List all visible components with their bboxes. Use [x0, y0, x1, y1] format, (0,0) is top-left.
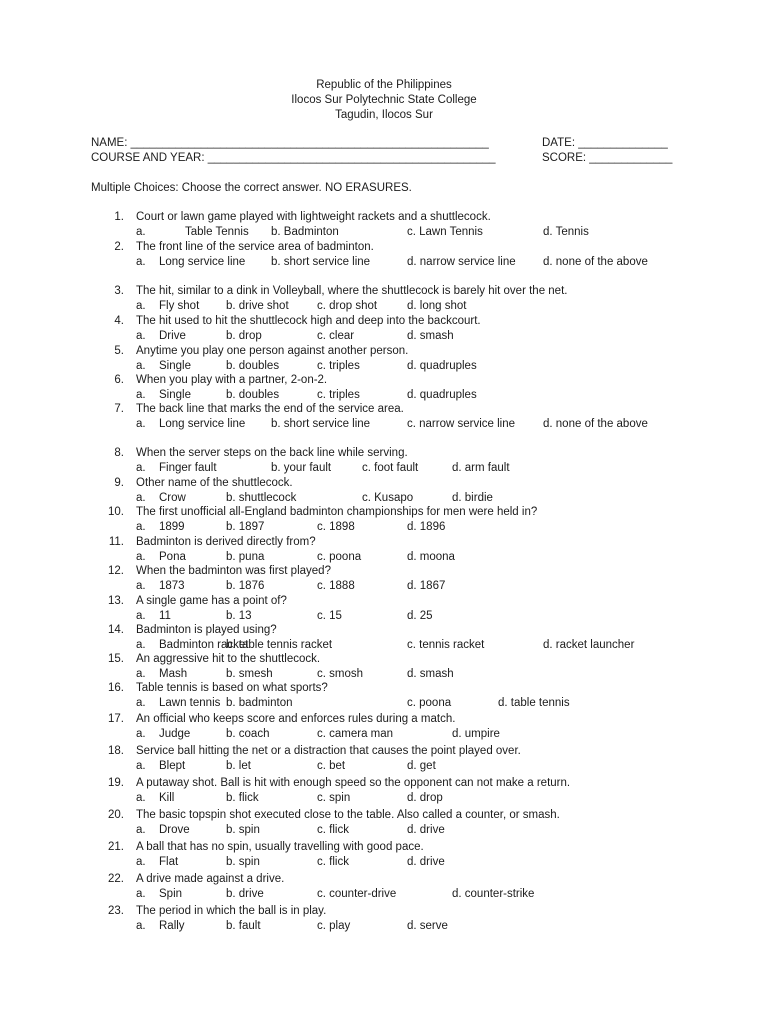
question-number: 22.	[108, 873, 124, 885]
course-year-field: COURSE AND YEAR: _____________________________________________	[91, 152, 496, 164]
question-number: 20.	[108, 809, 124, 821]
question-number: 16.	[108, 682, 124, 694]
option-letter-a: a.	[136, 360, 146, 372]
answer-option: d. smash	[407, 330, 454, 342]
answer-option: Rally	[159, 920, 185, 932]
answer-option: b. table tennis racket	[226, 639, 333, 651]
question-text: The period in which the ball is in play.	[136, 905, 327, 917]
answer-option: Flat	[159, 856, 179, 868]
answer-option: d. get	[407, 760, 436, 772]
answer-option: d. table tennis	[498, 697, 570, 709]
answer-option: Single	[159, 360, 191, 372]
question-number: 6.	[114, 374, 124, 386]
answer-option: c. smosh	[317, 668, 364, 680]
answer-option: b. fault	[226, 920, 261, 932]
answer-option: b. puna	[226, 551, 265, 563]
answer-option: b. doubles	[226, 360, 280, 372]
question-number: 12.	[108, 565, 124, 577]
option-letter-a: a.	[136, 668, 146, 680]
answer-option: c. 1888	[317, 580, 355, 592]
answer-option: Kill	[159, 792, 175, 804]
answer-option: d. none of the above	[543, 256, 648, 268]
question-text: Service ball hitting the net or a distraction that causes the point played over.	[136, 745, 521, 757]
option-letter-a: a.	[136, 462, 146, 474]
answer-option: d. quadruples	[407, 360, 477, 372]
question-text: The back line that marks the end of the service area.	[136, 403, 404, 415]
answer-option: c. foot fault	[362, 462, 419, 474]
question-text: The hit used to hit the shuttlecock high and deep into the backcourt.	[136, 315, 481, 327]
question-number: 23.	[108, 905, 124, 917]
answer-option: 1899	[159, 521, 185, 533]
answer-option: c. poona	[317, 551, 362, 563]
answer-option: b. flick	[226, 792, 259, 804]
answer-option: c. Lawn Tennis	[407, 226, 483, 238]
answer-option: d. birdie	[452, 492, 493, 504]
option-letter-a: a.	[136, 697, 146, 709]
answer-option: Table Tennis	[185, 226, 249, 238]
question-number: 10.	[108, 506, 124, 518]
answer-option: c. bet	[317, 760, 346, 772]
answer-option: d. racket launcher	[543, 639, 635, 651]
question-text: An aggressive hit to the shuttlecock.	[136, 653, 321, 665]
answer-option: b. shuttlecock	[226, 492, 297, 504]
answer-option: Lawn tennis	[159, 697, 221, 709]
answer-option: Single	[159, 389, 191, 401]
answer-option: b. 13	[226, 610, 252, 622]
answer-option: b. drive	[226, 888, 264, 900]
answer-option: c. poona	[407, 697, 452, 709]
answer-option: c. play	[317, 920, 351, 932]
question-text: A single game has a point of?	[136, 595, 287, 607]
option-letter-a: a.	[136, 418, 146, 430]
answer-option: Crow	[159, 492, 186, 504]
question-text: An official who keeps score and enforces rules during a match.	[136, 713, 456, 725]
answer-option: b. smesh	[226, 668, 273, 680]
header-school: Ilocos Sur Polytechnic State College	[291, 94, 477, 106]
question-number: 15.	[108, 653, 124, 665]
answer-option: Badminton racket	[159, 639, 249, 651]
answer-option: d. moona	[407, 551, 455, 563]
score-field: SCORE: _____________	[542, 152, 673, 164]
answer-option: b. 1897	[226, 521, 265, 533]
name-field: NAME: ________________________________________________________	[91, 137, 489, 149]
option-letter-a: a.	[136, 492, 146, 504]
answer-option: c. triples	[317, 360, 360, 372]
header-country: Republic of the Philippines	[316, 79, 452, 91]
answer-option: b. let	[226, 760, 251, 772]
question-text: When the badminton was first played?	[136, 565, 331, 577]
option-letter-a: a.	[136, 728, 146, 740]
answer-option: c. tennis racket	[407, 639, 485, 651]
document-header	[0, 78, 768, 123]
answer-option: Mash	[159, 668, 188, 680]
answer-option: Blept	[159, 760, 186, 772]
answer-option: d. drive	[407, 856, 445, 868]
answer-option: c. 15	[317, 610, 342, 622]
header-location: Tagudin, Ilocos Sur	[335, 109, 433, 121]
option-letter-a: a.	[136, 888, 146, 900]
answer-option: 1873	[159, 580, 185, 592]
answer-option: d. none of the above	[543, 418, 648, 430]
answer-option: 11	[159, 610, 171, 622]
question-text: When you play with a partner, 2-on-2.	[136, 374, 328, 386]
answer-option: d. long shot	[407, 300, 467, 312]
option-letter-a: a.	[136, 639, 146, 651]
option-letter-a: a.	[136, 521, 146, 533]
answer-option: Judge	[159, 728, 191, 740]
answer-option: d. umpire	[452, 728, 500, 740]
question-number: 17.	[108, 713, 124, 725]
answer-option: Long service line	[159, 256, 246, 268]
answer-option: b. Badminton	[271, 226, 339, 238]
question-number: 18.	[108, 745, 124, 757]
answer-option: d. arm fault	[452, 462, 510, 474]
answer-option: c. 1898	[317, 521, 355, 533]
answer-option: d. serve	[407, 920, 448, 932]
option-letter-a: a.	[136, 300, 146, 312]
option-letter-a: a.	[136, 792, 146, 804]
answer-option: b. 1876	[226, 580, 265, 592]
answer-option: c. drop shot	[317, 300, 378, 312]
answer-option: d. 1896	[407, 521, 446, 533]
question-number: 7.	[114, 403, 124, 415]
question-text: Badminton is played using?	[136, 624, 277, 636]
answer-option: b. drop	[226, 330, 262, 342]
option-letter-a: a.	[136, 551, 146, 563]
option-letter-a: a.	[136, 760, 146, 772]
question-text: Table tennis is based on what sports?	[136, 682, 328, 694]
question-text: A putaway shot. Ball is hit with enough speed so the opponent can not make a return.	[136, 777, 571, 789]
answer-option: c. Kusapo	[362, 492, 414, 504]
option-letter-a: a.	[136, 330, 146, 342]
question-number: 8.	[114, 447, 124, 459]
date-field: DATE: ______________	[542, 137, 668, 149]
answer-option: d. Tennis	[543, 226, 589, 238]
question-number: 9.	[114, 477, 124, 489]
question-number: 1.	[114, 211, 124, 223]
option-letter-a: a.	[136, 580, 146, 592]
answer-option: Long service line	[159, 418, 246, 430]
answer-option: b. spin	[226, 856, 260, 868]
question-text: Anytime you play one person against another person.	[136, 345, 409, 357]
question-text: A drive made against a drive.	[136, 873, 285, 885]
question-number: 3.	[114, 285, 124, 297]
answer-option: d. 25	[407, 610, 433, 622]
question-number: 5.	[114, 345, 124, 357]
answer-option: d. drop	[407, 792, 443, 804]
answer-option: d. quadruples	[407, 389, 477, 401]
question-number: 14.	[108, 624, 124, 636]
question-text: The hit, similar to a dink in Volleyball, where the shuttlecock is barely hit over the net.	[136, 285, 568, 297]
question-text: When the server steps on the back line while serving.	[136, 447, 408, 459]
answer-option: d. narrow service line	[407, 256, 516, 268]
answer-option: Drive	[159, 330, 186, 342]
answer-option: c. narrow service line	[407, 418, 516, 430]
answer-option: b. badminton	[226, 697, 293, 709]
answer-option: c. triples	[317, 389, 360, 401]
option-letter-a: a.	[136, 226, 146, 238]
question-text: Court or lawn game played with lightweight rackets and a shuttlecock.	[136, 211, 491, 223]
option-letter-a: a.	[136, 610, 146, 622]
option-letter-a: a.	[136, 389, 146, 401]
answer-option: b. your fault	[271, 462, 332, 474]
option-letter-a: a.	[136, 256, 146, 268]
answer-option: d. 1867	[407, 580, 446, 592]
answer-option: b. spin	[226, 824, 260, 836]
option-letter-a: a.	[136, 824, 146, 836]
question-text: A ball that has no spin, usually travelling with good pace.	[136, 841, 424, 853]
answer-option: b. coach	[226, 728, 270, 740]
question-number: 11.	[108, 536, 124, 548]
answer-option: c. camera man	[317, 728, 394, 740]
answer-option: c. spin	[317, 792, 351, 804]
question-text: The front line of the service area of badminton.	[136, 241, 374, 253]
answer-option: c. counter-drive	[317, 888, 397, 900]
answer-option: c. flick	[317, 856, 349, 868]
option-letter-a: a.	[136, 920, 146, 932]
answer-option: b. short service line	[271, 418, 371, 430]
question-text: The first unofficial all-England badminton championships for men were held in?	[136, 506, 538, 518]
question-number: 21.	[108, 841, 124, 853]
question-text: Other name of the shuttlecock.	[136, 477, 293, 489]
question-number: 4.	[114, 315, 124, 327]
question-number: 19.	[108, 777, 124, 789]
answer-option: d. counter-strike	[452, 888, 535, 900]
option-letter-a: a.	[136, 856, 146, 868]
instructions: Multiple Choices: Choose the correct answer. NO ERASURES.	[91, 182, 412, 194]
answer-option: Finger fault	[159, 462, 217, 474]
answer-option: b. short service line	[271, 256, 371, 268]
answer-option: d. smash	[407, 668, 454, 680]
answer-option: Fly shot	[159, 300, 200, 312]
answer-option: c. clear	[317, 330, 355, 342]
answer-option: d. drive	[407, 824, 445, 836]
answer-option: Pona	[159, 551, 186, 563]
answer-option: Spin	[159, 888, 183, 900]
answer-option: b. doubles	[226, 389, 280, 401]
question-number: 13.	[108, 595, 124, 607]
answer-option: Drove	[159, 824, 190, 836]
question-number: 2.	[114, 241, 124, 253]
question-text: The basic topspin shot executed close to the table. Also called a counter, or smash.	[136, 809, 560, 821]
question-text: Badminton is derived directly from?	[136, 536, 316, 548]
answer-option: c. flick	[317, 824, 349, 836]
answer-option: b. drive shot	[226, 300, 289, 312]
